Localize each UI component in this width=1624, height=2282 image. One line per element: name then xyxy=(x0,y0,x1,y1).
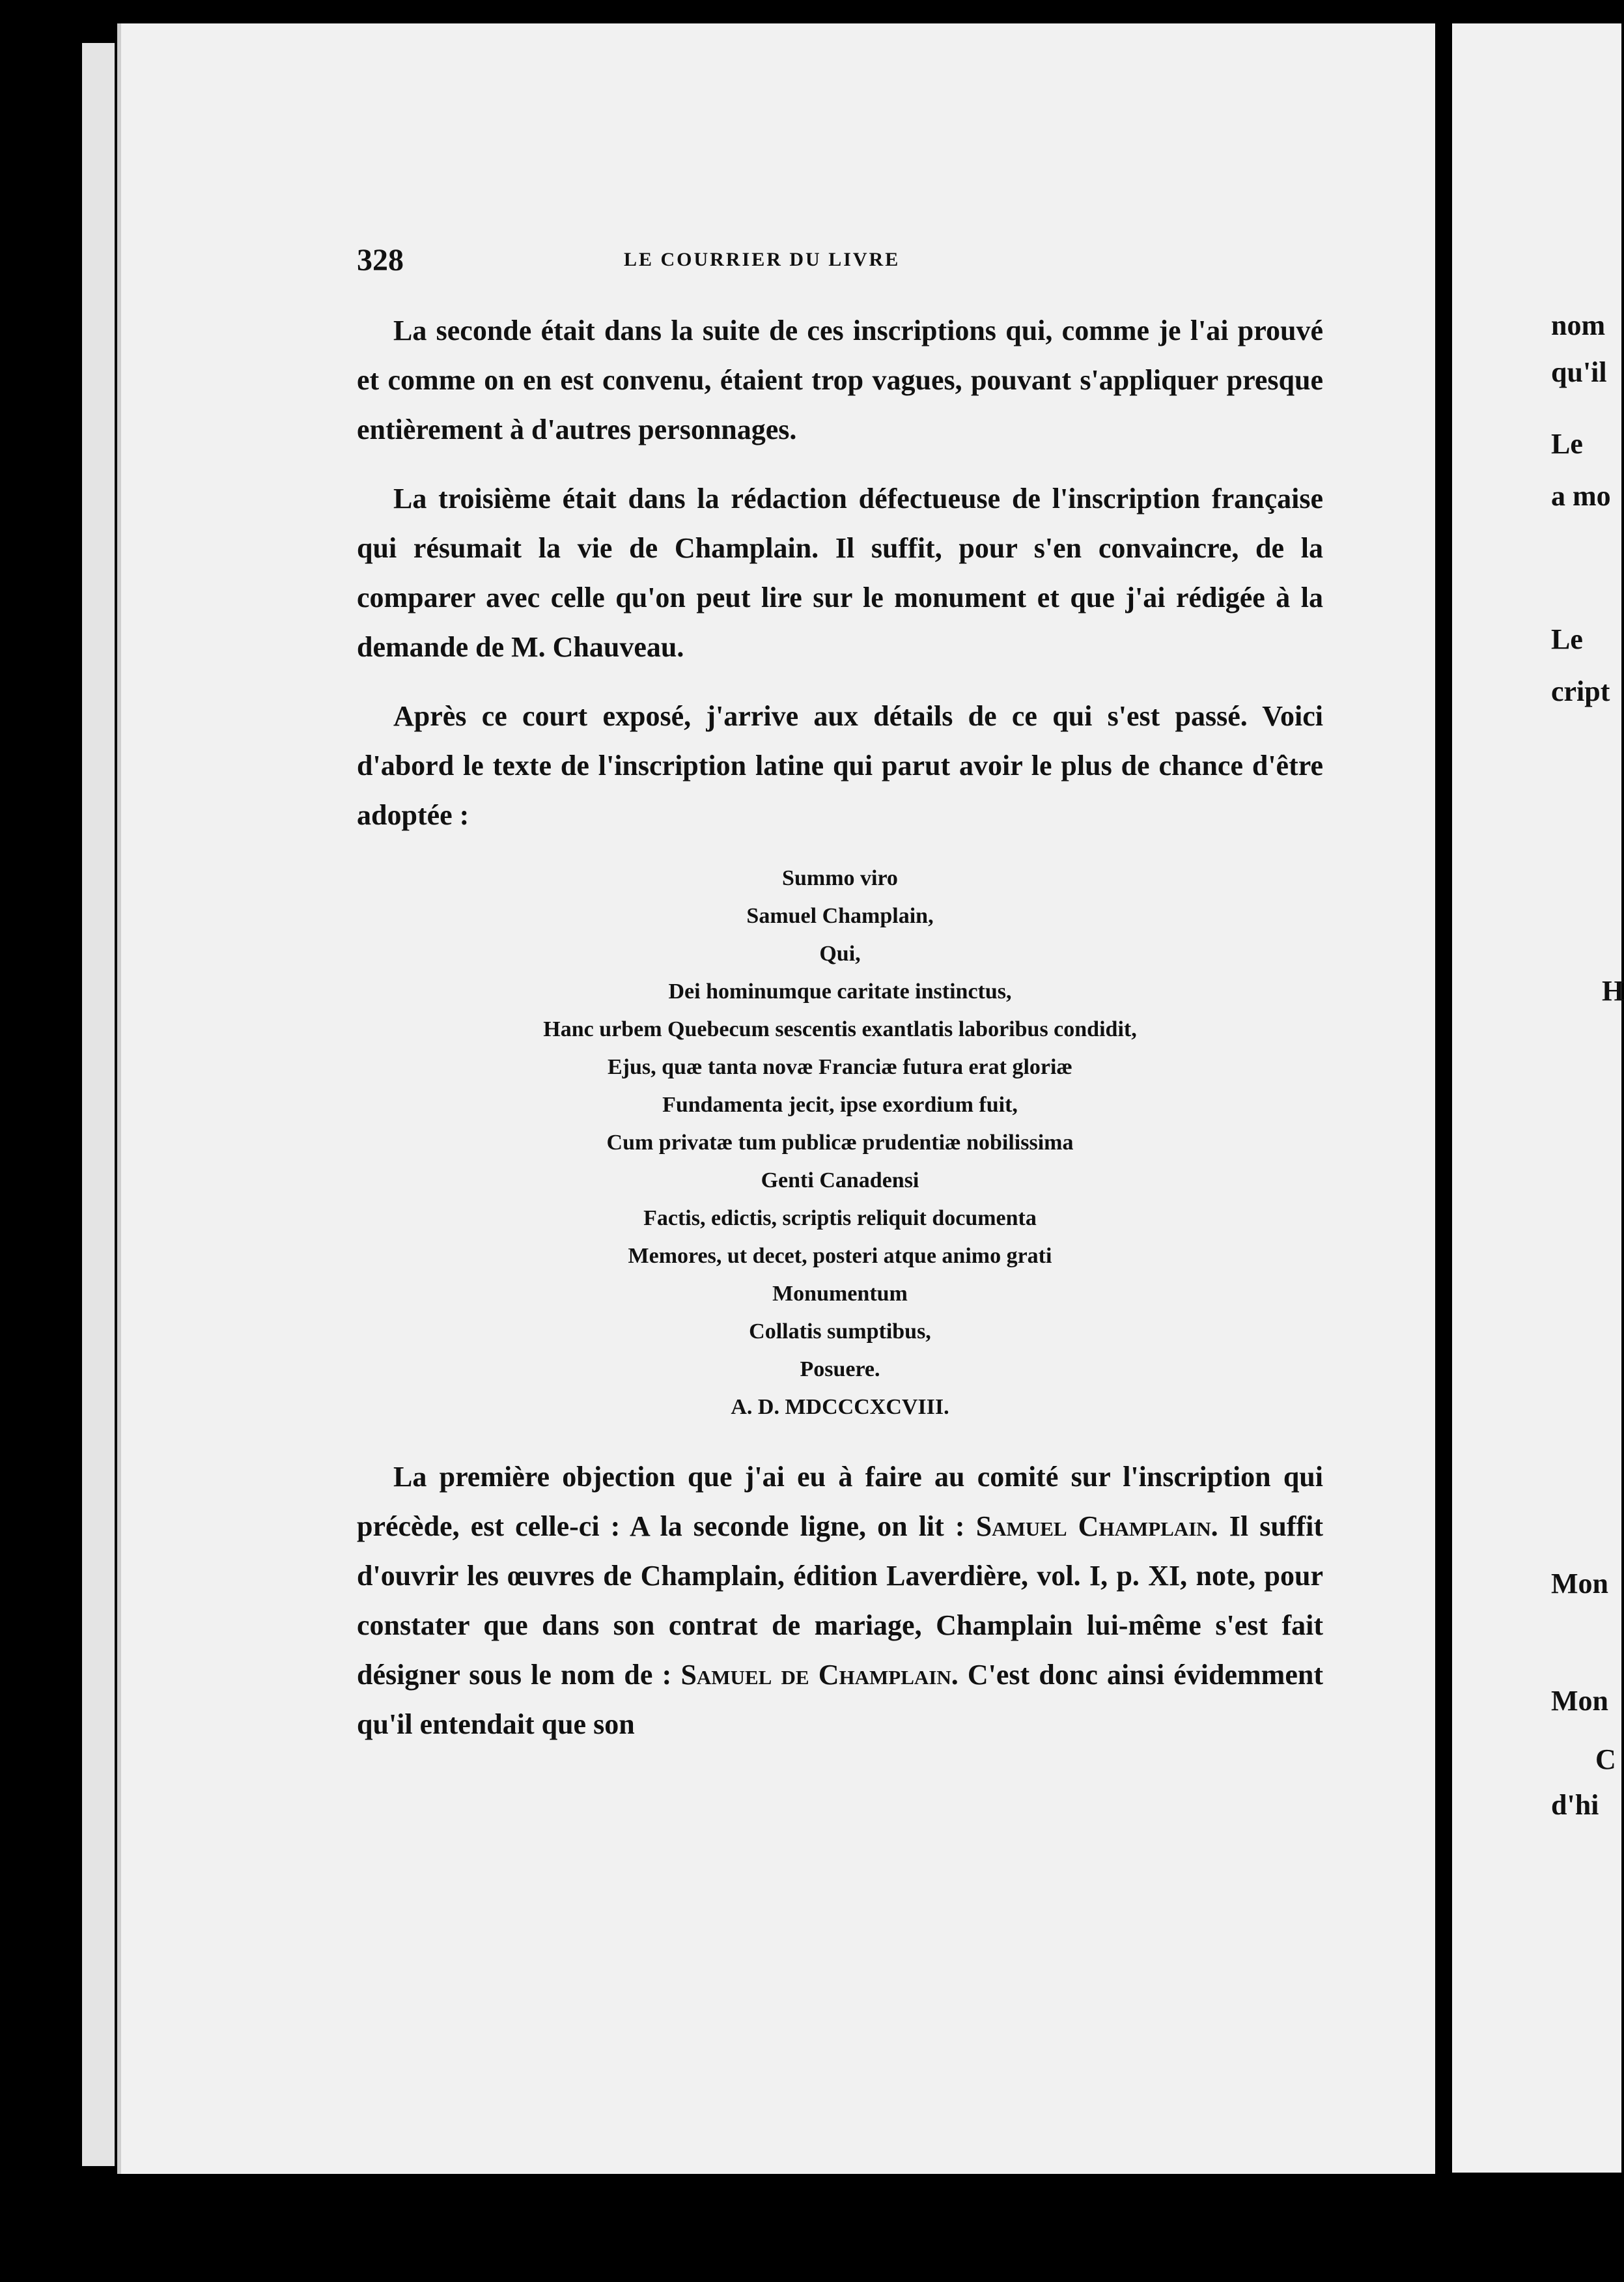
page-body xyxy=(357,306,1323,1769)
latin-inscription xyxy=(357,860,1323,1426)
small-caps-name: Samuel Champlain xyxy=(975,1510,1211,1542)
fragment: Mon xyxy=(1551,1685,1608,1717)
fragment: cript xyxy=(1551,675,1610,707)
facing-page-text xyxy=(1452,23,1624,2173)
paragraph: La seconde était dans la suite de ces inscriptions qui, comme je l'ai prouvé et comme on en est convenu, étaient trop vagues, pouvant s'appliquer presque entièrement à d'autres personnages. xyxy=(357,315,1323,445)
inscription-line: Fundamenta jecit, ipse exordium fuit, xyxy=(662,1093,1018,1117)
fragment: d'hi xyxy=(1551,1789,1599,1821)
text-run: . Il suffit d'ouvrir les œuvres de Champlain, édition Laverdière, vol. I, p. XI, note, pour constater que dans son contrat de mariage, Champlain lui-même s'est fait désigner sous le nom de : xyxy=(357,1510,1324,1691)
inscription-line: Factis, edictis, scriptis reliquit documenta xyxy=(643,1206,1037,1230)
paragraph: Après ce court exposé, j'arrive aux détails de ce qui s'est passé. Voici d'abord le texte de l'inscription latine qui parut avoir le plus de chance d'être adoptée : xyxy=(357,700,1323,831)
facing-page xyxy=(1452,23,1624,2173)
inscription-line: Posuere. xyxy=(800,1357,880,1381)
fragment: Le xyxy=(1551,623,1583,655)
inscription-line: Hanc urbem Quebecum sescentis exantlatis laboribus condidit, xyxy=(543,1017,1137,1041)
fragment: qu'il xyxy=(1551,356,1607,388)
page-number: 328 xyxy=(357,243,404,277)
inscription-line: Qui, xyxy=(819,942,861,966)
text-run: La première objection que j'ai eu à faire au comité sur l'inscription qui précède, est celle-ci : A la seconde ligne, on lit : xyxy=(357,1461,1323,1542)
fragment: Le xyxy=(1551,428,1583,460)
inscription-line: Cum privatæ tum publicæ prudentiæ nobilissima xyxy=(606,1131,1074,1155)
fragment: nom xyxy=(1551,309,1606,341)
small-caps-name: Samuel de Champlain xyxy=(680,1659,951,1691)
inscription-line: Genti Canadensi xyxy=(761,1168,919,1192)
inscription-line: Monumentum xyxy=(772,1282,908,1306)
fragment: a mo xyxy=(1551,480,1611,512)
running-title: LE COURRIER DU LIVRE xyxy=(624,249,901,270)
inscription-line: Collatis sumptibus, xyxy=(749,1319,931,1344)
inscription-line: Dei hominumque caritate instinctus, xyxy=(668,979,1012,1004)
inscription-line: Summo viro xyxy=(782,866,898,890)
inscription-line: Ejus, quæ tanta novæ Franciæ futura erat gloriæ xyxy=(608,1055,1072,1079)
paragraph xyxy=(357,1452,1323,1749)
text-run: . C'est donc ainsi évidemment qu'il entendait que son xyxy=(357,1659,1323,1740)
inscription-line: Memores, ut decet, posteri atque animo grati xyxy=(628,1244,1052,1268)
page-header xyxy=(357,242,1323,288)
inscription-line: Samuel Champlain, xyxy=(746,904,934,928)
inscription-line: A. D. MDCCCXCVIII. xyxy=(731,1395,949,1419)
fragment: H xyxy=(1602,975,1624,1007)
paragraph: La troisième était dans la rédaction défectueuse de l'inscription française qui résumait la vie de Champlain. Il suffit, pour s'en convaincre, de la comparer avec celle qu'on peut lire sur le monument et que j'ai rédigée à la demande de M. Chauveau. xyxy=(357,483,1323,663)
fragment: C xyxy=(1595,1743,1616,1775)
fragment: Mon xyxy=(1551,1568,1608,1599)
